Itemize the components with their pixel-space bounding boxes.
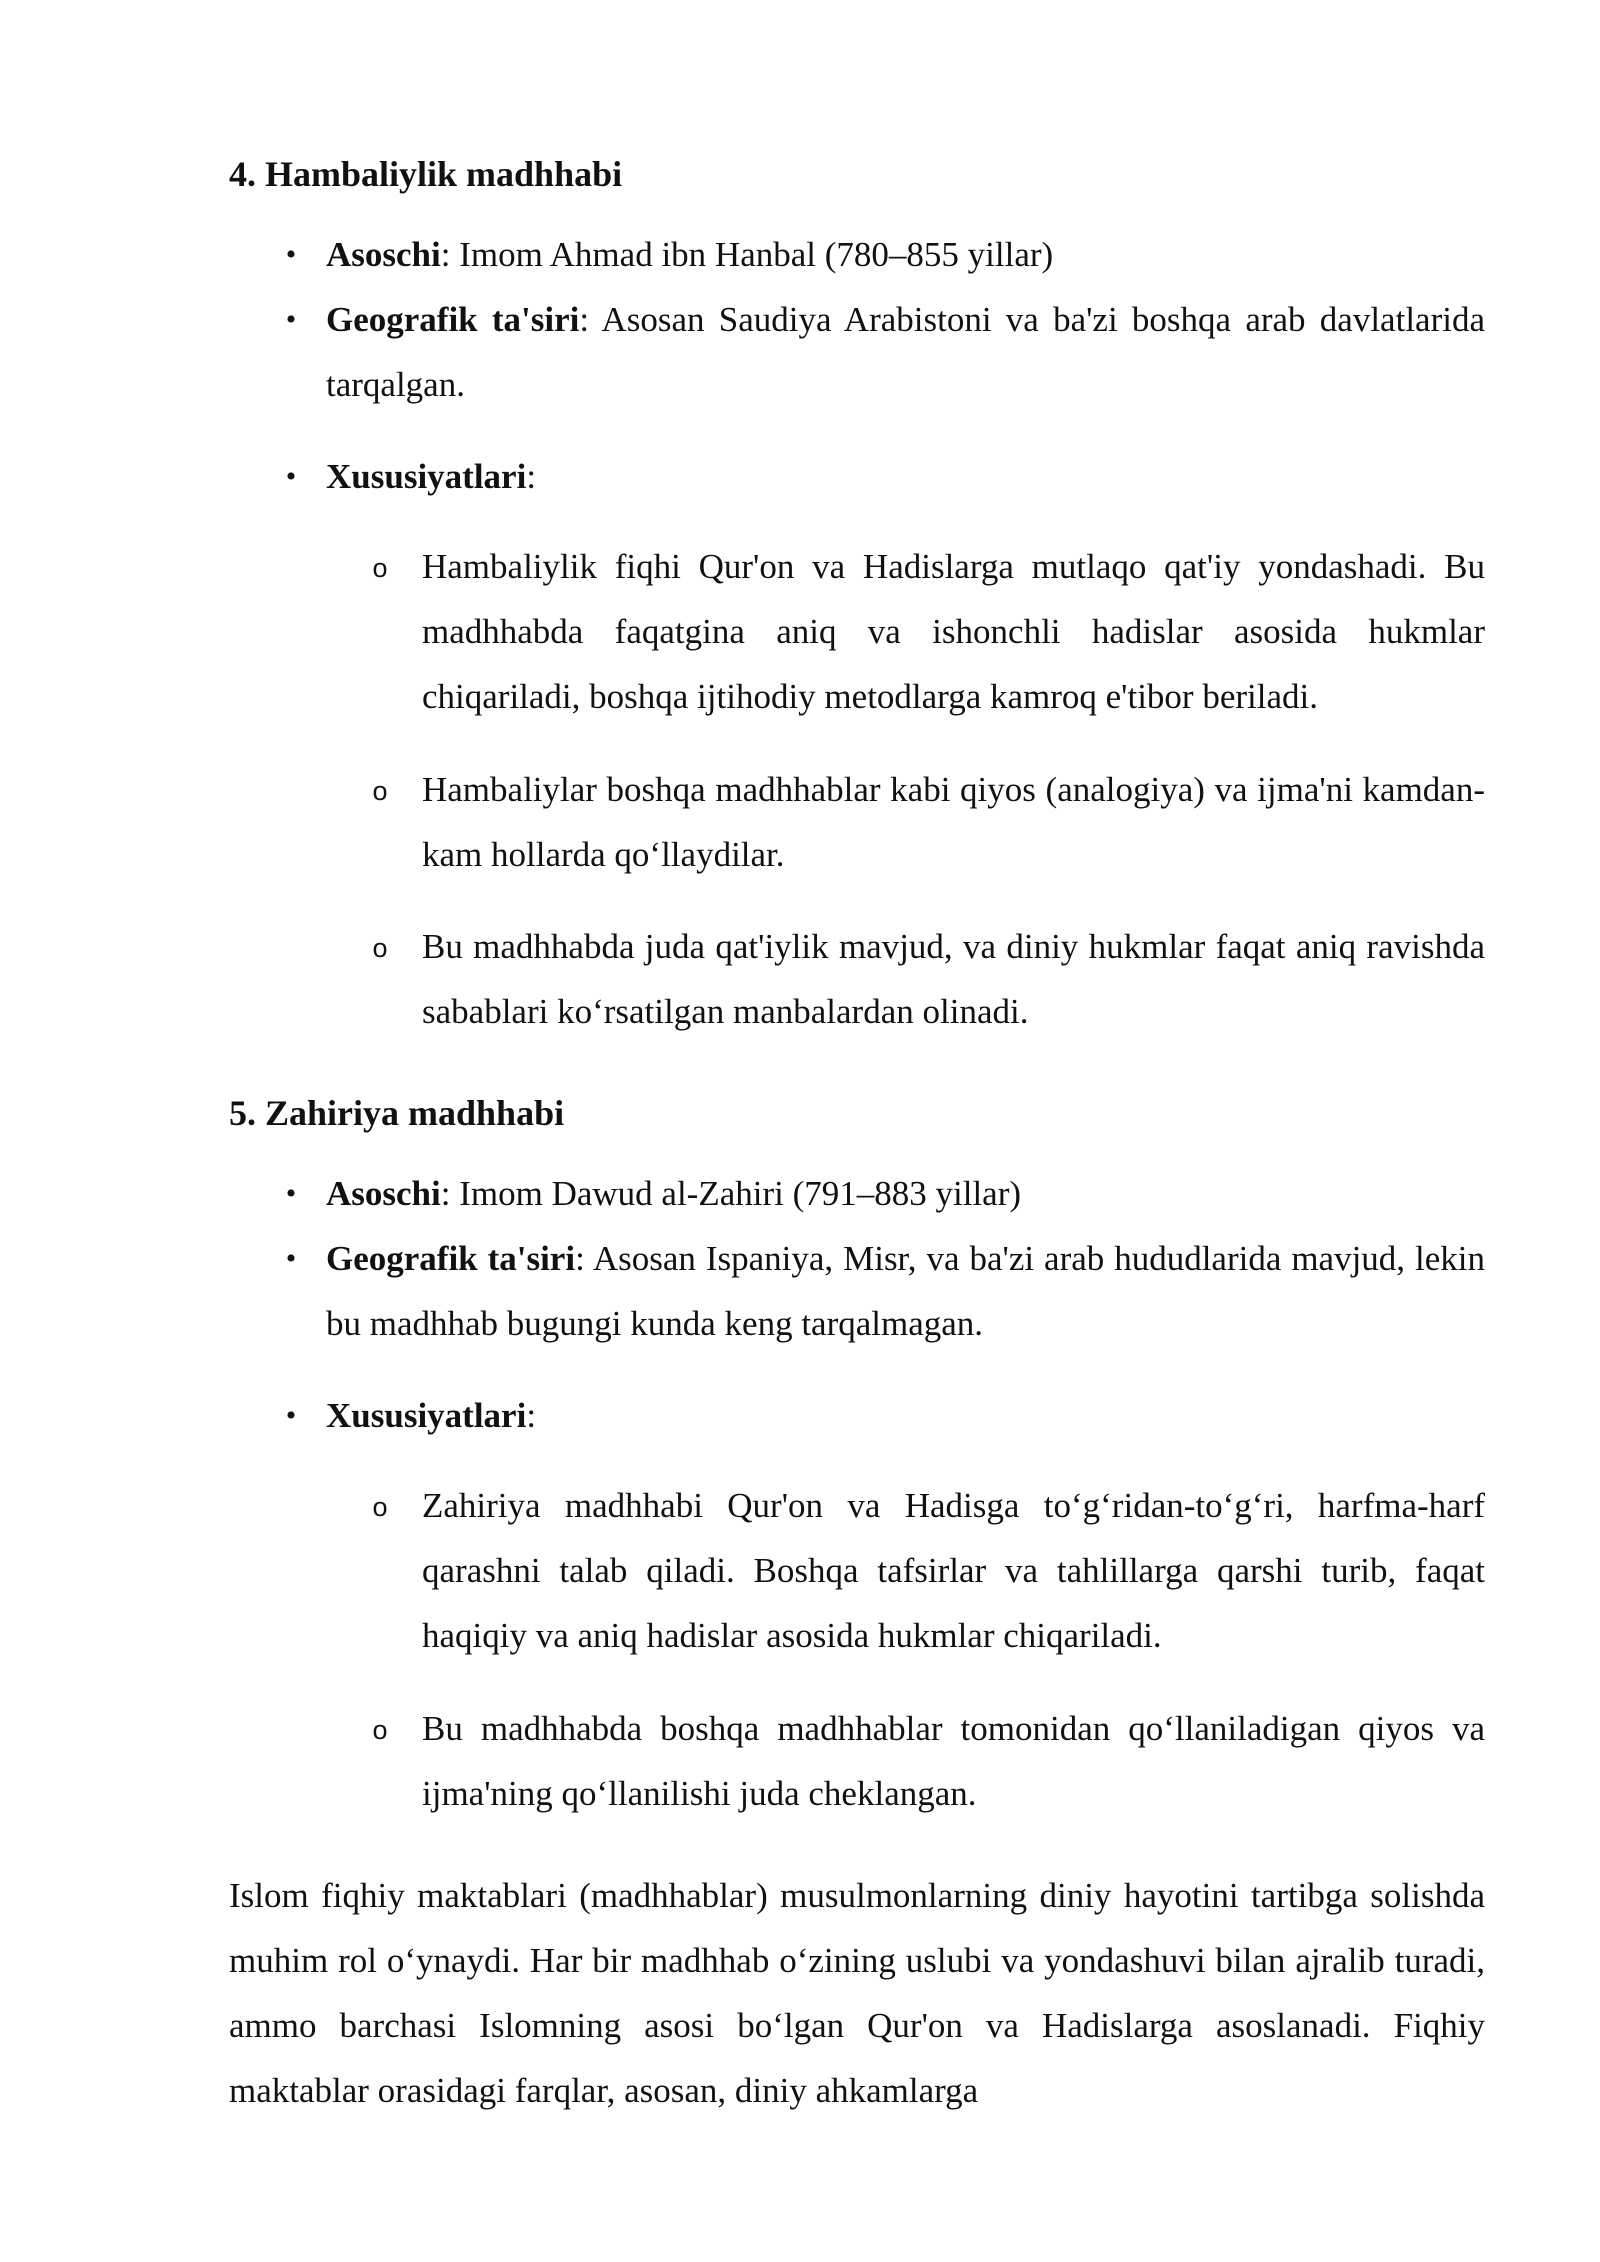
feature-text: Bu madhhabda juda qat'iylik mavjud, va diniy hukmlar faqat aniq ravishda sabablari ko‘rsatilgan manbalardan olinadi. [422, 927, 1485, 1031]
item-text: Asosan Saudiya Arabistoni va ba'zi boshqa arab davlatlarida tarqalgan. [326, 300, 1485, 404]
item-text: Imom Ahmad ibn Hanbal (780–855 yillar) [450, 235, 1054, 274]
item-term: Xususiyatlari [326, 457, 527, 496]
circle-bullet-icon: o [372, 553, 388, 583]
section-heading: 4. Hambaliylik madhhabi [229, 154, 623, 194]
item-sep: : [440, 235, 451, 274]
circle-bullet-icon: o [372, 1492, 388, 1522]
circle-bullet-icon: o [372, 1715, 388, 1745]
item-sep: : [579, 300, 590, 339]
item-term: Asoschi [326, 1174, 441, 1213]
geography-item [285, 287, 1485, 417]
feature-sub-item [372, 1696, 1485, 1826]
feature-sub-item [372, 757, 1485, 887]
item-sep: : [440, 1174, 451, 1213]
feature-text: Hambaliylar boshqa madhhablar kabi qiyos (analogiya) va ijma'ni kamdan-kam hollarda qo‘llaydilar. [422, 770, 1485, 874]
features-item [285, 444, 1485, 509]
item-term: Asoschi [326, 235, 441, 274]
feature-text: Bu madhhabda boshqa madhhablar tomonidan qo‘llaniladigan qiyos va ijma'ning qo‘llanilishi juda cheklangan. [422, 1709, 1485, 1813]
section-heading: 5. Zahiriya madhhabi [229, 1093, 565, 1133]
bullet-icon: • [285, 303, 297, 336]
item-term: Geografik ta'siri [326, 1239, 576, 1278]
feature-text: Zahiriya madhhabi Qur'on va Hadisga to‘g‘ridan-to‘g‘ri, harfma-harf qarashni talab qiladi. Boshqa tafsirlar va tahlillarga qarshi turib, faqat haqiqiy va aniq hadislar asosida hukmlar chiqariladi. [422, 1486, 1485, 1655]
item-text: Imom Dawud al-Zahiri (791–883 yillar) [450, 1174, 1022, 1213]
founder-item [285, 1161, 1485, 1226]
item-term: Xususiyatlari [326, 1396, 527, 1435]
bullet-icon: • [285, 1399, 297, 1432]
features-item [285, 1383, 1485, 1448]
circle-bullet-icon: o [372, 776, 388, 806]
founder-item [285, 222, 1485, 287]
bullet-icon: • [285, 460, 297, 493]
bullet-icon: • [285, 1177, 297, 1210]
geography-item [285, 1226, 1485, 1356]
item-sep: : [526, 1396, 537, 1435]
feature-sub-item [372, 914, 1485, 1044]
circle-bullet-icon: o [372, 933, 388, 963]
item-sep: : [526, 457, 537, 496]
closing-paragraph: Islom fiqhiy maktablari (madhhablar) musulmonlarning diniy hayotini tartibga solishda muhim rol o‘ynaydi. Har bir madhhab o‘zining uslubi va yondashuvi bilan ajralib turadi, ammo barchasi Islomning asosi bo‘lgan Qur'on va Hadislarga asoslanadi. Fiqhiy maktablar orasidagi farqlar, asosan, diniy ahkamlarga [229, 1876, 1485, 2110]
feature-sub-item [372, 534, 1485, 729]
item-sep: : [575, 1239, 585, 1278]
bullet-icon: • [285, 1242, 297, 1275]
bullet-icon: • [285, 238, 297, 271]
item-term: Geografik ta'siri [326, 300, 580, 339]
feature-text: Hambaliylik fiqhi Qur'on va Hadislarga mutlaqo qat'iy yondashadi. Bu madhhabda faqatgina aniq va ishonchli hadislar asosida hukmlar chiqariladi, boshqa ijtihodiy metodlarga kamroq e'tibor beriladi. [422, 547, 1485, 716]
item-text: Asosan Ispaniya, Misr, va ba'zi arab hududlarida mavjud, lekin bu madhhab bugungi kunda keng tarqalmagan. [326, 1239, 1485, 1343]
feature-sub-item [372, 1473, 1485, 1668]
